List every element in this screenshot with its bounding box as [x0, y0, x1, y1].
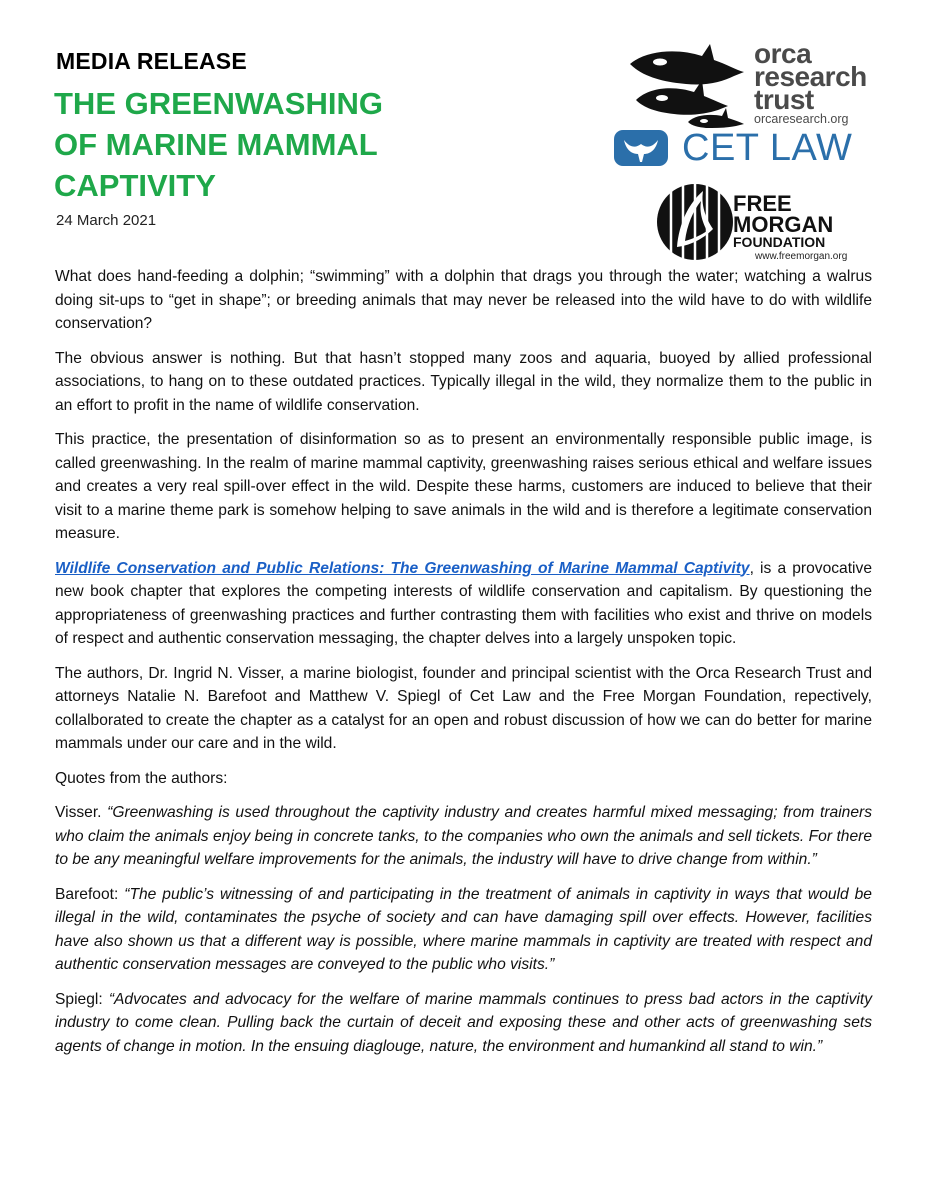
orca-pod-icon [626, 42, 754, 128]
author-quote [55, 988, 872, 1059]
free-morgan-url: www.freemorgan.org [755, 251, 848, 262]
quote-text: “Greenwashing is used throughout the captivity industry and creates harmful mixed messaging; from trainers who claim the animals enjoy being in concrete tanks, to the companies who own the animals and sell tickets. For there to be any meaningful welfare improvements for the animals, the industry will have to drive change from within.” [55, 804, 872, 868]
cet-law-logo [612, 126, 872, 170]
headline [54, 83, 474, 206]
orca-logo-line: research [754, 61, 867, 92]
book-chapter-link[interactable]: Wildlife Conservation and Public Relations: The Greenwashing of Marine Mammal Captivity [55, 559, 750, 577]
author-quote [55, 801, 872, 872]
orca-logo-line: orca [754, 38, 812, 69]
headline-line: CAPTIVITY [54, 168, 216, 203]
quote-speaker: Barefoot: [55, 885, 125, 903]
quote-text: “The public’s witnessing of and participating in the treatment of animals in captivity in ways that would be illegal in the wild, contaminates the psyche of society and can have damaging spill over effects. However, facilities have also shown us that a different way is possible, where marine mammals in captivity are treated with respect and authentic conservation messages are conveyed to the public who visits.” [55, 885, 872, 973]
fm-logo-line: FREE [733, 191, 792, 216]
cet-law-wordmark: CET LAW [682, 127, 853, 169]
free-morgan-wordmark [733, 193, 833, 250]
paragraph: The obvious answer is nothing. But that hasn’t stopped many zoos and aquaria, buoyed by allied professional associations, to hang on to these outdated practices. Typically illegal in the wild, they normalize them to the public in an effort to profit in the name of wildlife conservation. [55, 349, 872, 414]
orca-logo-wordmark [754, 38, 867, 115]
orca-logo-line: trust [754, 84, 814, 115]
author-quote [55, 883, 872, 977]
paragraph: This practice, the presentation of disinformation so as to present an environmentally responsible public image, is called greenwashing. In the realm of marine mammal captivity, greenwashing raises serious ethical and welfare issues and creates a very real spill-over effect in the wild. Despite these harms, customers are induced to believe that their visit to a marine theme park is somehow helping to save animals in the wild and is therefore a legitimate conservation measure. [55, 431, 872, 542]
release-date: 24 March 2021 [56, 212, 157, 229]
orca-research-trust-logo [626, 38, 867, 128]
paragraph [55, 557, 872, 651]
paragraph-text: , is a provocative new book chapter that explores the competing interests of wildlife conservation and capitalism. By questioning the appropriateness of greenwashing practices and further contrasting them with facilities who exist and thrive on models of respect and authentic conservation messaging, the chapter delves into a largely unspoken topic. [55, 559, 872, 647]
orca-logo-url: orcaresearch.org [754, 112, 849, 126]
media-release-label: MEDIA RELEASE [56, 48, 247, 74]
quotes-intro: Quotes from the authors: [55, 769, 228, 787]
paragraph: The authors, Dr. Ingrid N. Visser, a marine biologist, founder and principal scientist with the Orca Research Trust and attorneys Natalie N. Barefoot and Matthew V. Spiegl of Cet Law and the Free Morgan Foundation, repectively, collalborated to create the chapter as a catalyst for an open and robust discussion of how we can do better for marine mammals under our care and in the wild. [55, 664, 872, 752]
orca-in-cage-icon [655, 177, 735, 267]
fm-logo-line: FOUNDATION [733, 234, 826, 250]
fm-logo-line: MORGAN [733, 212, 834, 237]
free-morgan-foundation-logo [655, 177, 865, 267]
headline-line: OF MARINE MAMMAL [54, 127, 378, 162]
quote-speaker: Visser. [55, 804, 108, 821]
whale-tail-icon [612, 126, 672, 170]
release-body [55, 265, 872, 1069]
headline-line: THE GREENWASHING [54, 86, 383, 121]
quote-text: “Advocates and advocacy for the welfare of marine mammals continues to press bad actors in the captivity industry to come clean. Pulling back the curtain of deceit and exposing these and other acts of greenwashing sets agents of change in motion. In the ensuing diaglouge, nature, the environment and humankind all stand to win.” [55, 990, 872, 1055]
paragraph: What does hand-feeding a dolphin; “swimming” with a dolphin that drags you through the water; watching a walrus doing sit-ups to “get in shape”; or breeding animals that may never be released into the wild have to do with wildlife conservation? [55, 268, 872, 332]
quote-speaker: Spiegl: [55, 990, 109, 1008]
